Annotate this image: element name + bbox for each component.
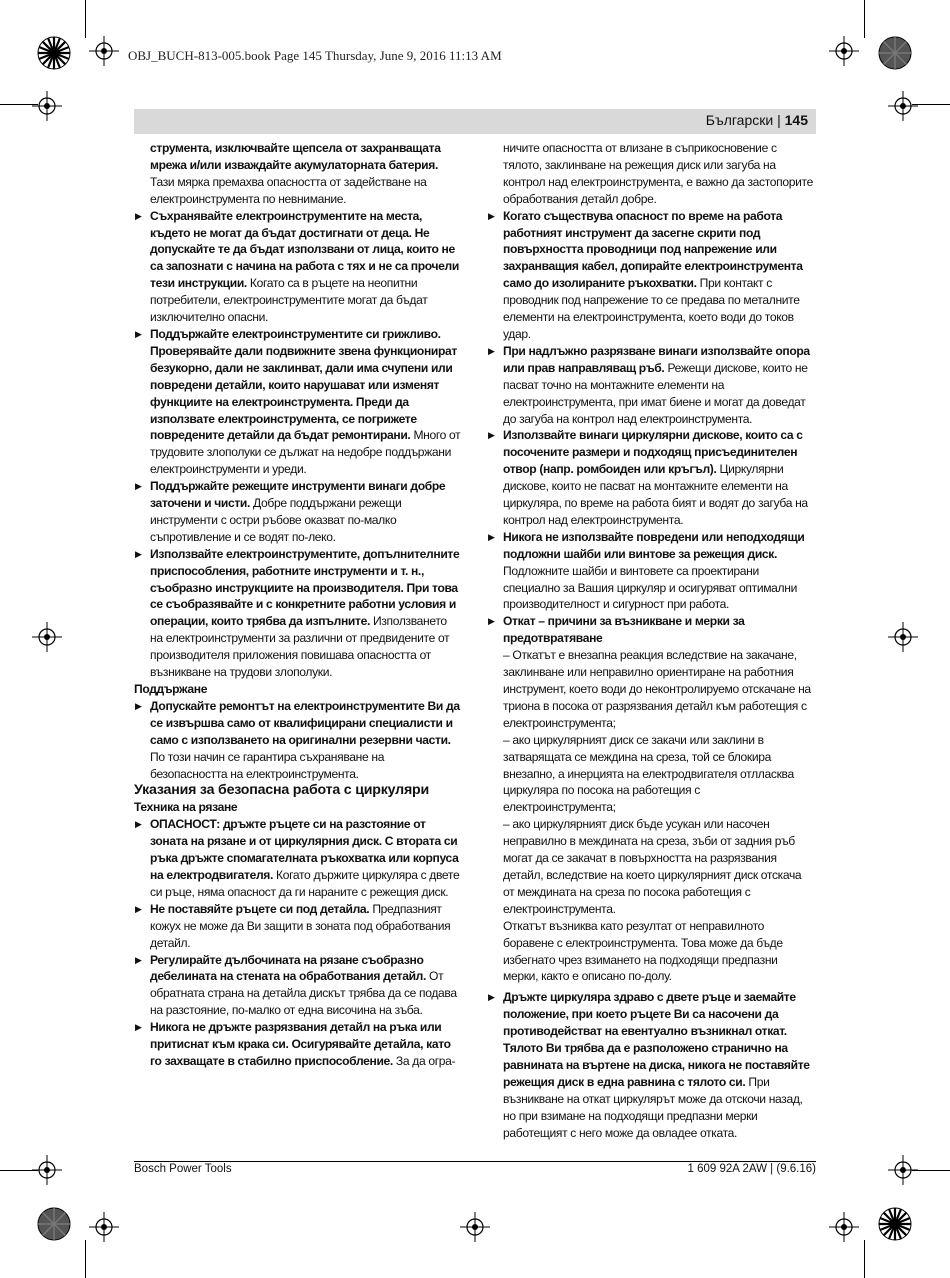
safety-item: [134, 326, 462, 478]
bold-text: Използвайте винаги циркулярни дискове, които са с посочените размери и подходящ присъединителен отвор (напр. ромбоиден или кръгъл).: [503, 428, 803, 477]
registration-target-icon: [32, 622, 62, 652]
bold-text: Използвайте електроинструментите, допълнителните приспособления, работните инструменти и т. н., съобразно инструкциите на производителя. При това се съобразявайте и с конкретните работни условия и операции, които трябва да изпълните.: [150, 546, 460, 629]
bold-text: Регулирайте дълбочината на рязане съобразно дебелината на стената на обработвания детайл.: [150, 952, 427, 984]
registration-target-icon: [888, 622, 918, 652]
section-title: Указания за безопасна работа с циркуляри: [134, 782, 430, 799]
body-text: От обратната страна на детайла дискът трябва да се подава на разстояние, по-малко от една височина на зъба.: [150, 969, 457, 1018]
registration-target-icon: [89, 1212, 119, 1242]
bold-text: Когато съществува опасност по време на работа работният инструмент да засегне скрити под повърхността проводници под напрежение или захранващия кабел, допирайте електроинструмента само до изолираните ръкохватки.: [503, 208, 803, 291]
registration-target-icon: [460, 1212, 490, 1242]
kickback-paragraph: Откатът възниква като резултат от неправилното боравене с електроинструмента. Това може да бъде избегнато чрез взимането на подходящи предпазни мерки, както е описано по-долу.: [503, 918, 783, 984]
header-separator: |: [777, 112, 781, 128]
kickback-paragraph: – ако циркулярният диск се закачи или заклини в затварящата се междина на среза, той се блокира внезапно, а инерцията на електродвигателя отлласква циркуляра по посока на работещия с електроинструмента;: [503, 732, 794, 815]
safety-item: [134, 901, 462, 952]
safety-item: [487, 529, 815, 614]
right-column: [487, 140, 815, 1141]
bullet-arrow-icon: ▶: [488, 345, 495, 356]
footer-doc-code: 1 609 92A 2AW | (9.6.16): [687, 1163, 816, 1175]
bullet-arrow-icon: ▶: [488, 992, 495, 1003]
registration-target-icon: [829, 36, 859, 66]
body-text: За да огра-: [392, 1053, 456, 1068]
bold-text: Съхранявайте електроинструментите на места, където не могат да бъдат достигнати от деца. Не допускайте те да бъдат използвани от лица, които не са запознати с начина на работа с тях и не са прочели тези инструкции.: [150, 208, 459, 291]
body-text: Когато държите циркуляра с двете си ръце, няма опасност да ги нараните с режещия диск.: [150, 867, 460, 899]
bold-text: Никога не използвайте повредени или неподходящи подложни шайби или винтове за режещия диск.: [503, 529, 805, 561]
bullet-arrow-icon: ▶: [135, 1022, 142, 1033]
body-text: Предпазният кожух не може да Ви защити в зоната под обработвания детайл.: [150, 901, 451, 950]
page-number: 145: [784, 112, 808, 128]
bold-text: Откат – причини за възникване и мерки за предотвратяване: [503, 614, 745, 646]
star-target-icon: [878, 36, 912, 70]
left-column: [134, 140, 462, 1070]
kickback-heading: [503, 613, 815, 647]
body-text: Когато са в ръцете на неопитни потребители, електроинструментите могат да бъдат изключително опасни.: [150, 276, 428, 325]
kickback-paragraph: – Откатът е внезапна реакция вследствие на закачане, заклинване или неправилно ориентиране на работния инструмент, което води до неконтролируемо отскачане на триона в посока от разрязвания детайл към работещия с електроинструмента;: [503, 648, 811, 730]
body-text: Много от трудовите злополуки се дължат на недобре поддържани електроинструменти и уреди.: [150, 428, 461, 477]
footer-brand: Bosch Power Tools: [134, 1163, 232, 1175]
bullet-arrow-icon: ▶: [488, 531, 495, 542]
subheading-cutting: Техника на рязане: [134, 800, 238, 815]
body-text: Подложните шайби и винтовете са проектирани специално за Вашия циркуляр и осигуряват оптимални производителност и сигурност при работа.: [503, 563, 798, 612]
bold-text: При надлъжно разрязване винаги използвайте опора или прав направляващ ръб.: [503, 343, 810, 375]
trim-line-bottom-left-v: [85, 1240, 86, 1278]
body-text: При възникване на откат циркулярът може да отскочи назад, но при взимане на подходящи предпазни мерки работещият с него може да овладее отката.: [503, 1074, 803, 1140]
safety-item: [487, 343, 815, 428]
bold-text: струмента, изключвайте щепсела от захранващата мрежа и/или изваждайте акумулаторната батерия.: [150, 141, 441, 172]
bullet-arrow-icon: ▶: [135, 700, 142, 711]
star-target-icon: [37, 1207, 71, 1241]
bullet-arrow-icon: ▶: [135, 548, 142, 559]
safety-item: [134, 952, 462, 1020]
body-text: Циркулярни дискове, които не пасват на монтажните елементи на циркуляра, по време на работа бият и водят до загуба на контрол над електроинструмента.: [503, 462, 808, 527]
safety-item: [134, 1019, 462, 1070]
registration-target-icon: [888, 91, 918, 121]
page-header-label: [706, 112, 808, 128]
bold-text: Не поставяйте ръцете си под детайла.: [150, 901, 370, 916]
trim-line-top-right-v: [864, 0, 865, 38]
registration-target-icon: [89, 36, 119, 66]
subheading-service: Поддържане: [134, 682, 208, 696]
bold-text: ОПАСНОСТ: дръжте ръцете си на разстояние от зоната на рязане и от циркулярния диск. С втората си ръка дръжте спомагателната ръкохватка или корпуса на електродвигателя.: [150, 817, 459, 882]
body-text: Режещи дискове, които не пасват точно на монтажните елементи на електроинструмента, при имат биене и могат да доведат до загуба на контрол над електроинструмента.: [503, 360, 808, 426]
registration-target-icon: [829, 1212, 859, 1242]
kickback-item: [487, 613, 815, 985]
bullet-arrow-icon: ▶: [488, 430, 495, 441]
bold-text: Поддържайте режещите инструменти винаги добре заточени и чисти.: [150, 479, 446, 511]
registration-target-icon: [32, 1155, 62, 1185]
bullet-arrow-icon: ▶: [488, 210, 495, 221]
bold-text: Поддържайте електроинструментите си грижливо. Проверявайте дали подвижните звена функционират безукорно, дали не заклинват, дали има счупени или повредени детайли, които нарушават или изменят функциите на електроинструмента. Преди да използвате електроинструмента, се погрижете повредените детайли да бъдат ремонтирани.: [150, 326, 457, 443]
trim-line-bottom-right-v: [864, 1240, 865, 1278]
bullet-arrow-icon: ▶: [135, 481, 142, 492]
bullet-arrow-icon: ▶: [488, 616, 495, 627]
safety-item: [134, 698, 462, 783]
trim-line-top-left-v: [85, 0, 86, 38]
body-text: При контакт с проводник под напрежение то се предава по металните елементи на електроинструмента, което води до токов удар.: [503, 276, 800, 341]
safety-item: [134, 816, 462, 901]
header-language: Български: [705, 112, 774, 128]
bullet-arrow-icon: ▶: [135, 328, 142, 339]
body-text: Тази мярка премахва опасността от задействане на електроинструмента по невнимание.: [150, 174, 427, 206]
bullet-arrow-icon: ▶: [135, 819, 142, 830]
bullet-arrow-icon: ▶: [135, 903, 142, 914]
bold-text: Допускайте ремонтът на електроинструментите Ви да се извършва само от квалифицирани специалисти и само с използването на оригинални резервни части.: [150, 698, 460, 747]
body-text: Добре поддържани режещи инструменти с остри ръбове оказват по-малко съпротивление и се водят по-леко.: [150, 496, 402, 544]
safety-item: [134, 208, 462, 326]
page-header-band: [134, 109, 816, 134]
kickback-paragraph: – ако циркулярният диск бъде усукан или насочен неправилно в междината на среза, зъби от задния ръб могат да се закачат в повърхността на разрязвания детайл, вследствие на което циркулярният диск отскача от междината на среза по посока работещия с електроинструмента.: [503, 817, 802, 916]
bold-text: Дръжте циркуляра здраво с двете ръце и заемайте положение, при което ръцете Ви са насочени да противодействат на евентуално възникнал откат. Тялото Ви трябва да е разположено странично на равнината на въртене на диска, никога не поставяйте режещия диск в една равнина с тялото си.: [503, 990, 810, 1089]
footer-rule: [134, 1161, 816, 1162]
registration-target-icon: [32, 91, 62, 121]
safety-item: [487, 208, 815, 343]
bullet-arrow-icon: ▶: [135, 954, 142, 965]
body-text: По този начин се гарантира съхраняване на безопасността на електроинструмента.: [150, 749, 385, 781]
bold-text: Никога не дръжте разрязвания детайл на ръка или притиснат към крака си. Осигурявайте детайла, като го захващате в стабилно приспособление.: [150, 1020, 451, 1068]
safety-item: [487, 989, 815, 1141]
star-target-icon: [37, 36, 71, 70]
right-continuation: ничите опасността от влизане в съприкосновение с тялото, заклинване на режещия диск или загуба на контрол над електроинструмента, е важно да застопорите обработвания детайл добре.: [503, 141, 813, 206]
body-text: Използването на електроинструменти за различни от предвидените от производителя приложения повишава опасността от възникване на трудови злополуки.: [150, 614, 450, 680]
star-target-icon: [878, 1207, 912, 1241]
safety-item: [487, 427, 815, 528]
safety-item: [134, 478, 462, 546]
left-continuation: [134, 140, 462, 208]
bullet-arrow-icon: ▶: [135, 210, 142, 221]
safety-item: [134, 546, 462, 681]
registration-target-icon: [888, 1155, 918, 1185]
printer-slug-line: OBJ_BUCH-813-005.book Page 145 Thursday, June 9, 2016 11:13 AM: [128, 48, 502, 63]
